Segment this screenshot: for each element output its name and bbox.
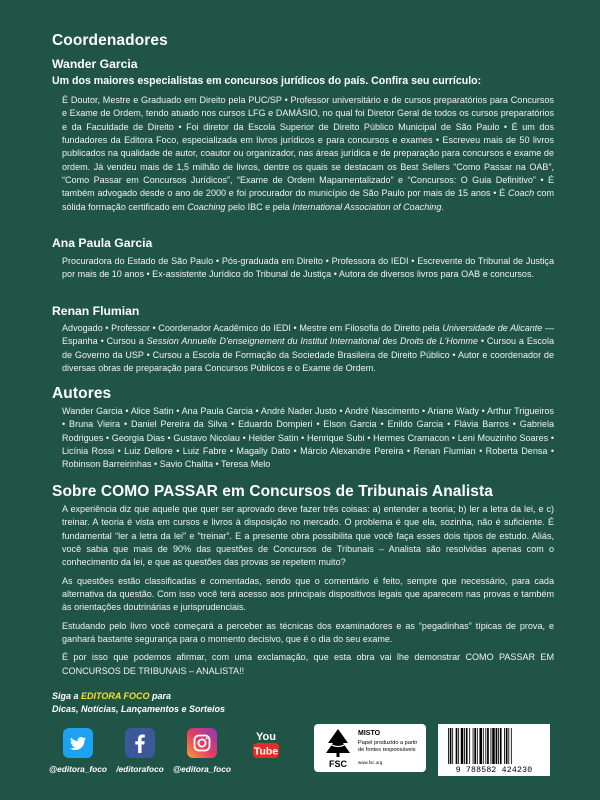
barcode-number: 9 788582 424230: [455, 766, 533, 775]
barcode-bar: [448, 728, 449, 764]
barcode-bar: [456, 728, 458, 764]
brand-name: EDITORA FOCO: [81, 691, 150, 701]
social-twitter[interactable]: [48, 728, 108, 774]
barcode-bar: [498, 728, 499, 764]
barcode-bar: [485, 728, 486, 764]
coordinator-bio-wander: É Doutor, Mestre e Graduado em Direito pela PUC/SP • Professor universitário e de cursos preparatórios para Concursos e Exame de Ordem, tendo atuado nos cursos LFG e DAMÁSIO, no qual foi Diretor Geral de todos os cursos preparatórios e da Faculdade de Direito • Foi diretor da Escola Superior de Direito Público Municipal de São Paulo • É um dos fundadores da Editora Foco, especializada em livros jurídicos e para concursos e exames • Escreveu mais de 50 livros publicados na qualidade de autor, coautor ou organizador, nas áreas jurídica e de preparação para concursos e exame de ordem. Já vendeu mais de 1,5 milhão de livros, dentre os quais se destacam os Best Sellers “Como Passar na OAB”, “Como Passar em Concursos Jurídicos”, “Exame de Ordem Mapamentalizado” e “Concursos: O Guia Definitivo” • É também advogado desde o ano de 2000 e foi procurador do município de São Paulo por mais de 15 anos • É Coach com sólida formação certificado em Coaching pelo IBC e pela International Association of Coaching.: [62, 95, 554, 212]
about-paragraph: É por isso que podemos afirmar, com uma exclamação, que esta obra vai lhe demonstrar COMO PASSAR EM CONCURSOS DE TRIBUNAIS – ANALISTA!!: [62, 652, 554, 676]
section-title-sobre: Sobre COMO PASSAR em Concursos de Tribunais Analista: [52, 483, 494, 500]
instagram-icon: [187, 728, 217, 758]
coordinator-bio-renan: Advogado • Professor • Coordenador Acadêmico do IEDI • Mestre em Filosofia do Direito pela Universidade de Alicante — Espanha • Cursou a Session Annuelle D'enseignement du Institut International des Droits de L'Homme • Cursou a Escola de Governo da USP • Cursou a Escola de Formação da Sociedade Brasileira de Direito Público • Autor e coordenador de diversas obras de preparação para Concursos Públicos e o Exame de Ordem.: [62, 323, 555, 374]
barcode-bar: [508, 728, 509, 764]
barcode-bar: [487, 728, 489, 764]
barcode-bar: [506, 728, 508, 764]
coordinator-name-wander: Wander Garcia: [52, 57, 138, 71]
about-paragraph: A experiência diz que aquele que quer ser aprovado deve fazer três coisas: a) entender a teoria; b) ler a letra da lei, e c) treinar. A teoria é vista em cursos e livros à disposição no mercado. O problema é que ela, sozinha, não é suficiente. É fundamental “ler a letra da lei” e “treinar”. E a presente obra possibilita que você faça esses dois tipos de estudo. Aliás, você sabia que mais de 90% das questões de Concursos de Tribunais – Analista são resolvidas apenas com o conhecimento da lei, e que as questões das provas se repetem muito?: [62, 504, 554, 568]
barcode-bar: [479, 728, 482, 764]
barcode-bar: [458, 728, 459, 764]
follow-text: Siga a EDITORA FOCO para Dicas, Notícias, Lançamentos e Sorteios: [52, 691, 226, 714]
about-text: [62, 503, 554, 683]
barcode-bar: [450, 728, 452, 764]
barcode-bar: [491, 728, 492, 764]
social-label: @editora_foco: [173, 764, 231, 774]
coordinator-tagline: Um dos maiores especialistas em concursos jurídicos do país. Confira seu currículo:: [52, 75, 482, 87]
twitter-icon: [63, 728, 93, 758]
social-instagram[interactable]: [172, 728, 232, 774]
authors-list: Wander Garcia • Alice Satin • Ana Paula Garcia • André Nader Justo • André Nascimento • Ariane Wady • Arthur Trigueiros • Bruna Vieira • Daniel Pereira da Silva • Eduardo Dompieri • Elson Garcia • Enildo Garcia • Flávia Barros • Gabriela Rodrigues • Georgia Dias • Gustavo Nicolau • Helder Satin • Henrique Subi • Hermes Cramacon • Leni Mouzinho Soares • Licínia Rossi • Luiz Dellore • Luiz Fabre • Magally Dato • Márcio Alexandre Pereira • Renan Flumian • Roberta Densa • Robinson Barreirinhas • Savio Chalita • Teresa Melo: [62, 406, 554, 470]
social-youtube[interactable]: [236, 728, 296, 760]
about-paragraph: As questões estão classificadas e comentadas, sendo que o comentário é feito, sempre que necessário, para cada alternativa da questão. Com isso você terá acesso aos principais dispositivos legais que aparecem nas provas e também às orientações doutrinárias e jurisprudenciais.: [62, 575, 554, 613]
youtube-icon: [252, 728, 280, 760]
svg-text:FSC: FSC: [329, 759, 347, 769]
social-label: @editora_foco: [49, 764, 107, 774]
barcode-bar: [492, 728, 495, 764]
barcode-bar: [452, 728, 453, 764]
section-title-coordenadores: Coordenadores: [52, 32, 168, 49]
social-label: /editorafoco: [116, 764, 164, 774]
fsc-text: Papel produzido a partir de fontes responsáveis: [358, 740, 418, 753]
coordinator-name-renan: Renan Flumian: [52, 304, 140, 318]
barcode-bar: [504, 728, 505, 764]
coordinator-bio-ana: Procuradora do Estado de São Paulo • Pós-graduada em Direito • Professora do IEDI • Escrevente do Tribunal de Justiça por mais de 10 anos • Ex-assistente Jurídico do Tribunal de Justiça • Autora de diversos livros para OAB e concursos.: [62, 256, 554, 280]
coordinator-name-ana: Ana Paula Garcia: [52, 236, 153, 250]
social-facebook[interactable]: [110, 728, 170, 774]
barcode-bar: [474, 728, 476, 764]
barcode-bar: [511, 728, 512, 764]
barcode-bar: [469, 728, 470, 764]
isbn-barcode: [438, 724, 550, 776]
about-paragraph: Estudando pelo livro você começará a perceber as técnicas dos examinadores e as “pegadinhas” típicas de prova, e ganhará bastante segurança para o momento decisivo, que é o dia do seu exame.: [62, 620, 554, 645]
barcode-bar: [473, 728, 474, 764]
barcode-bar: [466, 728, 468, 764]
barcode-bar: [464, 728, 465, 764]
fsc-tree-icon: [318, 725, 358, 771]
barcode-bar: [483, 728, 484, 764]
barcode-bar: [477, 728, 478, 764]
barcode-bar: [500, 728, 502, 764]
fsc-title: MISTO: [358, 730, 381, 737]
svg-text:Tube: Tube: [253, 745, 279, 758]
fsc-certification: [314, 724, 426, 772]
section-title-autores: Autores: [52, 385, 112, 402]
barcode-bar: [461, 728, 464, 764]
facebook-icon: [125, 728, 155, 758]
barcode-bars: [438, 726, 550, 766]
svg-text:You: You: [256, 731, 276, 743]
fsc-url: www.fsc.org: [358, 760, 383, 765]
barcode-bar: [496, 728, 498, 764]
